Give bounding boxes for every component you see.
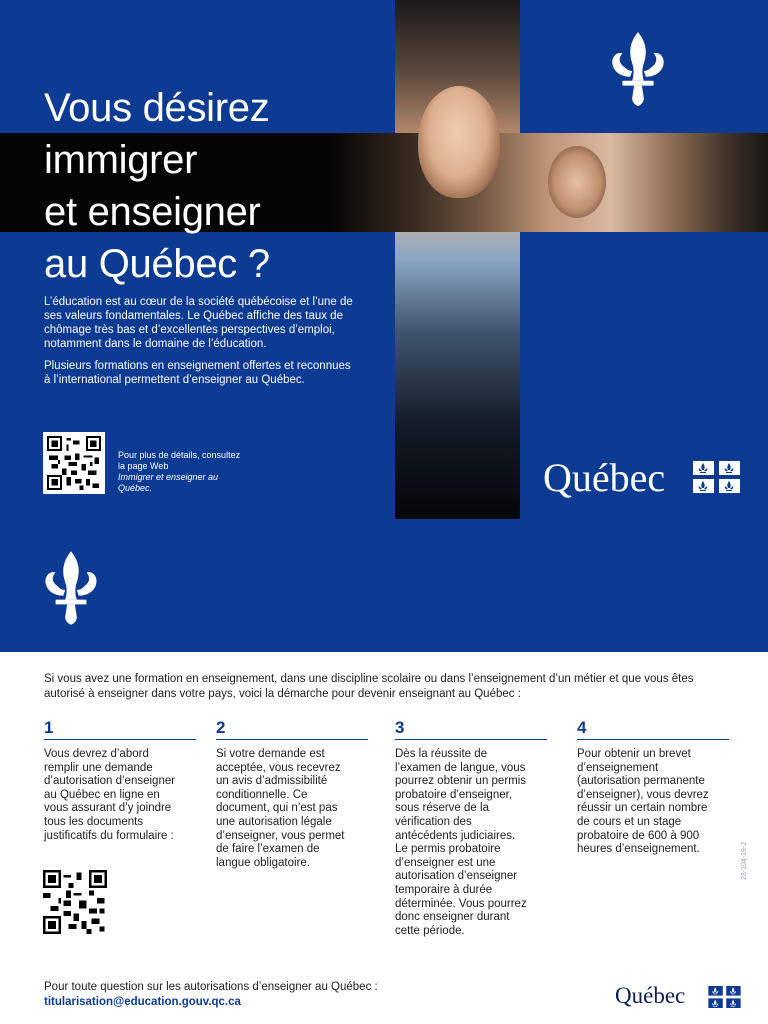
- step-text: Vous devrez d’abord remplir une demande d’autorisation d’enseigner au Québec en ligne en vous assurant d’y joindre tous les documents justificatifs du formulaire :: [44, 748, 176, 842]
- step-1: [44, 718, 189, 843]
- footer-question: Pour toute question sur les autorisations d’enseigner au Québec :: [44, 981, 378, 993]
- title-line: immigrer: [44, 138, 198, 182]
- steps-intro: Si vous avez une formation en enseignement, dans une discipline scolaire ou dans l’enseignement d’un métier et que vous êtes autorisé à enseigner dans votre pays, voici la démarche pour devenir enseignant au Québec :: [44, 673, 694, 700]
- step-2: [216, 718, 361, 870]
- qr-code-info[interactable]: [43, 432, 105, 494]
- step-text: Si votre demande est acceptée, vous recevrez un avis d’admissibilité conditionnelle. Ce document, qui n’est pas une autorisation légale d’enseigner, vous permet de faire l’examen de langue obligatoire.: [216, 748, 345, 869]
- fleur-de-lis-icon: [608, 30, 668, 108]
- step-number: 1: [44, 718, 196, 740]
- qr-caption-text: Pour plus de détails, consultez la page Web: [118, 450, 241, 471]
- step-text: Dès la réussite de l’examen de langue, vous pourrez obtenir un permis probatoire d’enseigner, sous réserve de la vérification des antécédents judiciaires. Le permis probatoire d’enseigner est une autorisation d’enseigner temporaire à durée déterminée. Vous pourrez donc enseigner durant cette période.: [395, 748, 527, 937]
- step-number: 3: [395, 718, 547, 740]
- page-title: [44, 82, 270, 290]
- reference-code: 23-104-19-2: [741, 841, 748, 880]
- step-text: Pour obtenir un brevet d’enseignement (autorisation permanente d’enseigner), vous devrez réussir un certain nombre de cours et un stage probatoire de 600 à 900 heures d’enseignement.: [577, 748, 709, 856]
- step-number: 2: [216, 718, 368, 740]
- qr-caption-link[interactable]: Immigrer et enseigner au Québec.: [118, 472, 219, 493]
- title-line: Vous désirez: [44, 86, 270, 130]
- step-3: [395, 718, 540, 938]
- qr-caption: [118, 450, 248, 494]
- teacher-photo-face: [418, 86, 500, 198]
- quebec-flag-icon: [708, 986, 741, 1008]
- teacher-photo-vertical: [395, 0, 520, 519]
- footer-quebec-logo: Québec: [615, 983, 686, 1008]
- fleur-de-lis-icon: [42, 548, 100, 628]
- qr-code-form[interactable]: [43, 870, 107, 934]
- child-photo-face: [548, 146, 606, 218]
- quebec-logo: Québec: [543, 455, 666, 500]
- intro-paragraph: Plusieurs formations en enseignement offertes et reconnues à l’international permettent d’enseigner au Québec.: [44, 360, 351, 386]
- intro-text: [44, 295, 354, 395]
- step-4: [577, 718, 722, 857]
- step-number: 4: [577, 718, 729, 740]
- quebec-flag-icon: [693, 461, 740, 493]
- title-line: et enseigner: [44, 190, 261, 234]
- intro-paragraph: L’éducation est au cœur de la société québécoise et l’une de ses valeurs fondamentales. Le Québec affiche des taux de chômage très bas et d’excellentes perspectives d’emploi, notamment dans le domaine de l’éducation.: [44, 296, 353, 350]
- contact-email-link[interactable]: titularisation@education.gouv.qc.ca: [44, 996, 241, 1008]
- footer-contact: [44, 980, 464, 1010]
- title-line: au Québec ?: [44, 242, 270, 286]
